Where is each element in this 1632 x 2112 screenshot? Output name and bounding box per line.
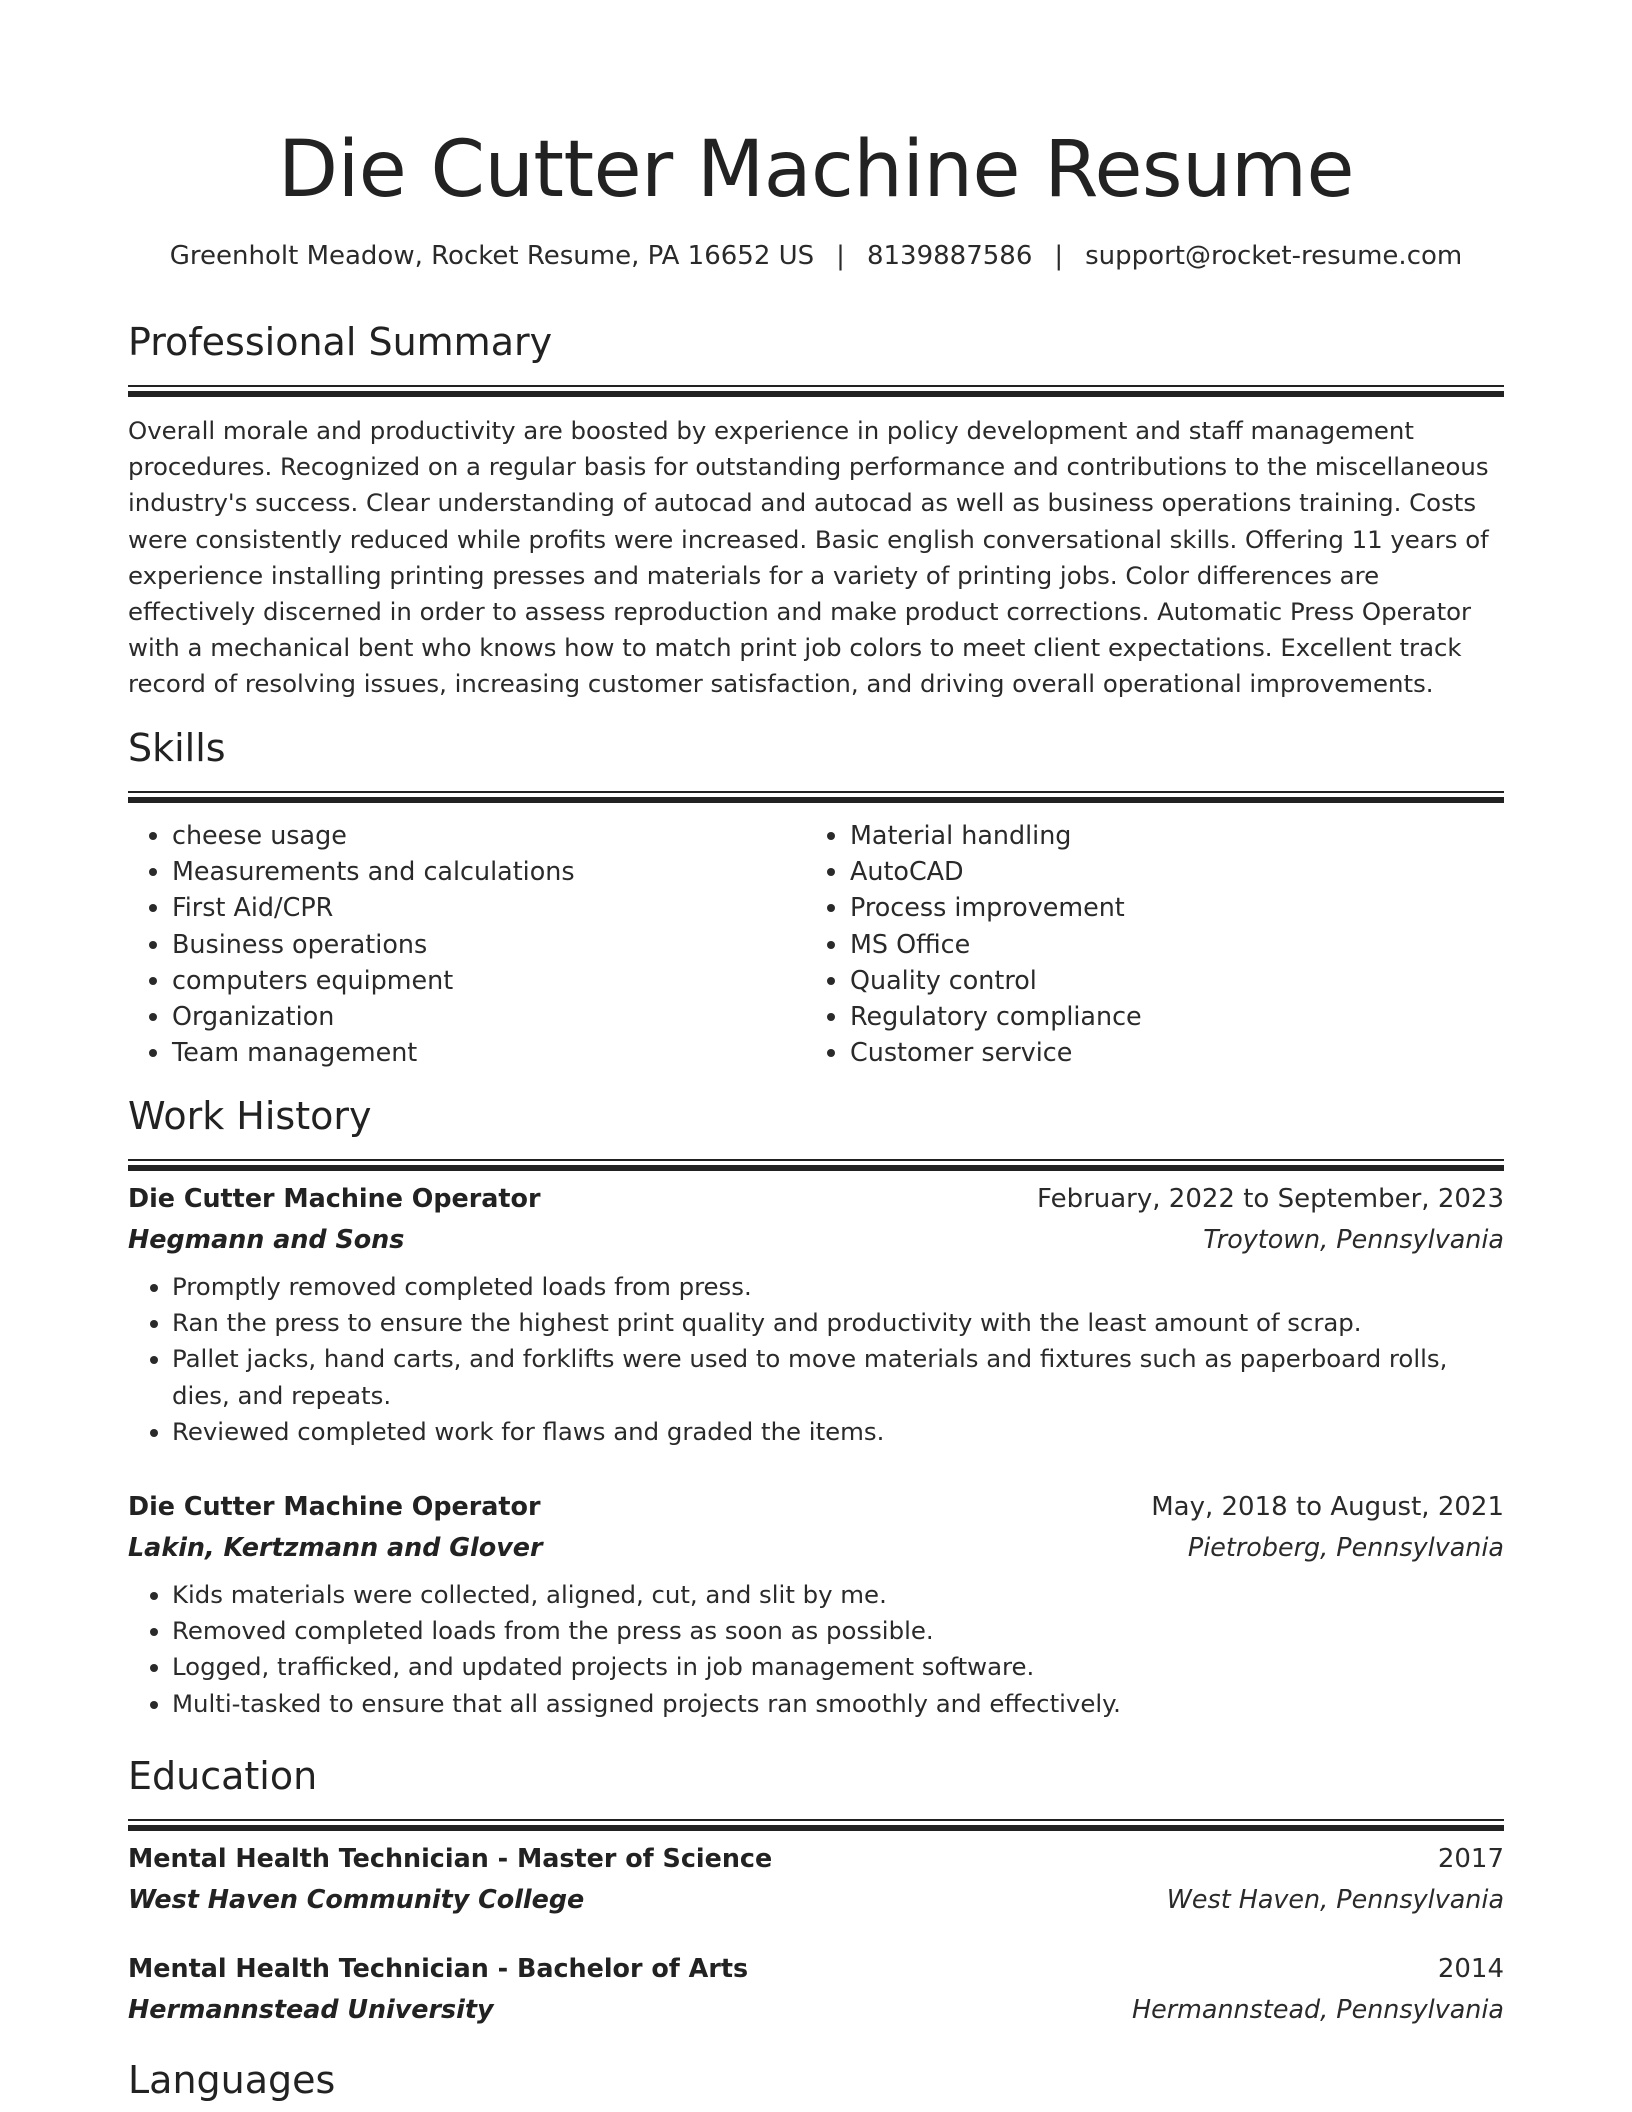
school-name: Hermannstead University: [128, 1994, 494, 2024]
school-name: West Haven Community College: [128, 1884, 585, 1914]
graduation-year: 2017: [1437, 1844, 1504, 1874]
languages-section: [128, 2055, 1504, 2105]
section-divider: [128, 1819, 1504, 1833]
job-dates: May, 2018 to August, 2021: [1151, 1492, 1504, 1522]
education-section: [128, 1751, 1504, 1833]
job-location: Pietroberg, Pennsylvania: [1187, 1532, 1504, 1562]
contact-address: Greenholt Meadow, Rocket Resume, PA 16652 US: [169, 241, 815, 271]
skills-section: [128, 723, 1504, 1070]
job-location: Troytown, Pennsylvania: [1203, 1224, 1504, 1254]
degree-title: Mental Health Technician - Master of Science: [128, 1843, 773, 1873]
summary-section: [128, 317, 1504, 703]
section-divider: [128, 791, 1504, 805]
skill-item: • Process improvement: [850, 889, 1484, 925]
skill-item: • Organization: [172, 998, 806, 1034]
contact-phone: 8139887586: [866, 241, 1033, 271]
duty-item: • Logged, trafficked, and updated projects in job management software.: [172, 1649, 1504, 1685]
job-company: Hegmann and Sons: [128, 1224, 405, 1254]
section-divider: [128, 385, 1504, 399]
summary-text: Overall morale and productivity are boosted by experience in policy development and staff management procedures. Recognized on a regular basis for outstanding performance and contributions to the miscellaneous industry's success. Clear understanding of autocad and autocad as well as business operations training. Costs were consistently reduced while profits were increased. Basic english conversational skills. Offering 11 years of experience installing printing presses and materials for a variety of printing jobs. Color differences are effectively discerned in order to assess reproduction and make product corrections. Automatic Press Operator with a mechanical bent who knows how to match print job colors to meet client expectations. Excellent track record of resolving issues, increasing customer satisfaction, and driving overall operational improvements.: [128, 416, 1489, 699]
job-duties: [128, 1577, 1504, 1722]
contact-email: support@rocket-resume.com: [1085, 241, 1463, 271]
contact-line: [128, 238, 1504, 274]
skill-item: • Material handling: [850, 817, 1484, 853]
job-dates: February, 2022 to September, 2023: [1037, 1184, 1504, 1214]
skill-item: • Business operations: [172, 926, 806, 962]
skill-item: • MS Office: [850, 926, 1484, 962]
section-heading: Professional Summary: [128, 320, 553, 364]
skill-item: • First Aid/CPR: [172, 889, 806, 925]
job-entry: [128, 1486, 1504, 1722]
education-entry: [128, 1948, 1504, 2029]
section-heading: Work History: [128, 1094, 372, 1138]
job-title: Die Cutter Machine Operator: [128, 1491, 541, 1521]
duty-item: • Reviewed completed work for flaws and graded the items.: [172, 1414, 1504, 1450]
skills-columns: [128, 817, 1504, 1070]
graduation-year: 2014: [1437, 1954, 1504, 1984]
duty-item: • Ran the press to ensure the highest print quality and productivity with the least amount of scrap.: [172, 1305, 1504, 1341]
skill-item: • AutoCAD: [850, 853, 1484, 889]
contact-separator: |: [1054, 241, 1064, 271]
school-location: Hermannstead, Pennsylvania: [1132, 1994, 1504, 2024]
duty-item: • Promptly removed completed loads from press.: [172, 1269, 1504, 1305]
resume-title: Die Cutter Machine Resume: [278, 125, 1354, 215]
section-divider: [128, 1159, 1504, 1173]
duty-item: • Pallet jacks, hand carts, and forklifts were used to move materials and fixtures such as paperboard rolls, dies, and repeats.: [172, 1341, 1504, 1413]
contact-separator: |: [836, 241, 845, 271]
skill-item: • Quality control: [850, 962, 1484, 998]
job-company: Lakin, Kertzmann and Glover: [128, 1532, 543, 1562]
duty-item: • Kids materials were collected, aligned, cut, and slit by me.: [172, 1577, 1504, 1613]
section-heading: Education: [128, 1754, 318, 1798]
degree-title: Mental Health Technician - Bachelor of Arts: [128, 1953, 749, 1983]
skill-item: • Customer service: [850, 1034, 1484, 1070]
section-heading: Languages: [128, 2058, 336, 2102]
duty-item: • Removed completed loads from the press as soon as possible.: [172, 1613, 1504, 1649]
work-history-section: [128, 1091, 1504, 1173]
skill-item: • cheese usage: [172, 817, 806, 853]
job-entry: [128, 1178, 1504, 1450]
skill-item: • Regulatory compliance: [850, 998, 1484, 1034]
section-heading: Skills: [128, 726, 226, 770]
skill-item: • Measurements and calculations: [172, 853, 806, 889]
job-duties: [128, 1269, 1504, 1450]
skills-list-right: [806, 817, 1484, 1070]
job-title: Die Cutter Machine Operator: [128, 1183, 541, 1213]
education-entry: [128, 1838, 1504, 1919]
skills-list-left: [128, 817, 806, 1070]
skill-item: • Team management: [172, 1034, 806, 1070]
skill-item: • computers equipment: [172, 962, 806, 998]
school-location: West Haven, Pennsylvania: [1166, 1884, 1504, 1914]
duty-item: • Multi-tasked to ensure that all assigned projects ran smoothly and effectively.: [172, 1686, 1504, 1722]
